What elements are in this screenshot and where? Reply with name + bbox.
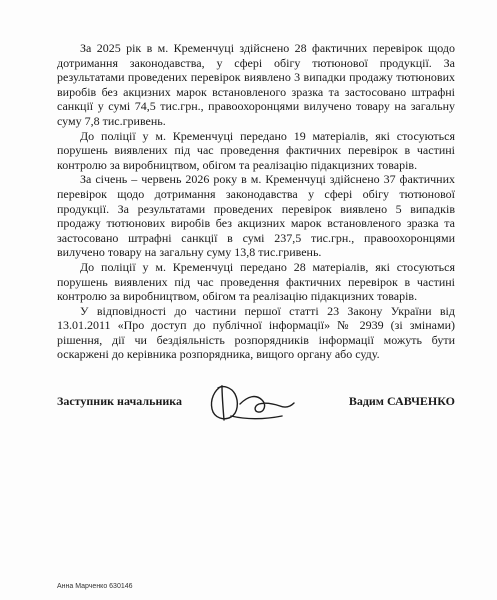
letter-body [57,41,455,362]
paragraph-2025-police-materials: До поліції у м. Кременчуці передано 19 матеріалів, які стосуються порушень виявлених під час проведення фактичних перевірок в частині контролю за виробництвом, обігом та реалізацію підакцизних товарів. [57,128,455,172]
paragraph-appeal-rights: У відповідності до частини першої статті 23 Закону України від 13.01.2011 «Про доступ до публічної інформації» № 2939 (зі змінами) рішення, дії чи бездіяльність розпорядників інформації можуть бути оскаржені до керівника розпорядника, вищого органу або суду. [57,303,455,362]
paragraph-2026-police-materials: До поліції у м. Кременчуці передано 28 матеріалів, які стосуються порушень виявлених під час проведення фактичних перевірок в частині контролю за виробництвом, обігом та реалізацію підакцизних товарів. [57,259,455,304]
executor-footer: Анна Марченко 630146 [57,583,133,590]
signatory-name: Вадим САВЧЕНКО [348,394,455,408]
paragraph-2026-inspections: За січень – червень 2026 року в м. Кременчуці здійснено 37 фактичних перевірок щодо дотримання законодавства у сфері обігу тютюнової продукції. За результатами проведених перевірок виявлено 5 випадків продажу тютюнових виробів без акцизних марок встановленого зразка та застосовано штрафні санкції в сумі 237,5 тис.грн., правоохоронцями вилучено товару на загальну суму 13,8 тис.гривень. [57,172,455,260]
handwritten-signature [200,376,300,428]
paragraph-2025-inspections: За 2025 рік в м. Кременчуці здійснено 28 фактичних перевірок щодо дотримання законодавства, у сфері обігу тютюнової продукції. За результатами проведених перевірок виявлено 3 випадки продажу тютюнових виробів без акцизних марок встановленого зразка та застосовано штрафні санкції у сумі 74,5 тис.грн., правоохоронцями вилучено товару на загальну суму 7,8 тис.гривень. [57,41,455,128]
signatory-role: Заступник начальника [57,394,182,408]
